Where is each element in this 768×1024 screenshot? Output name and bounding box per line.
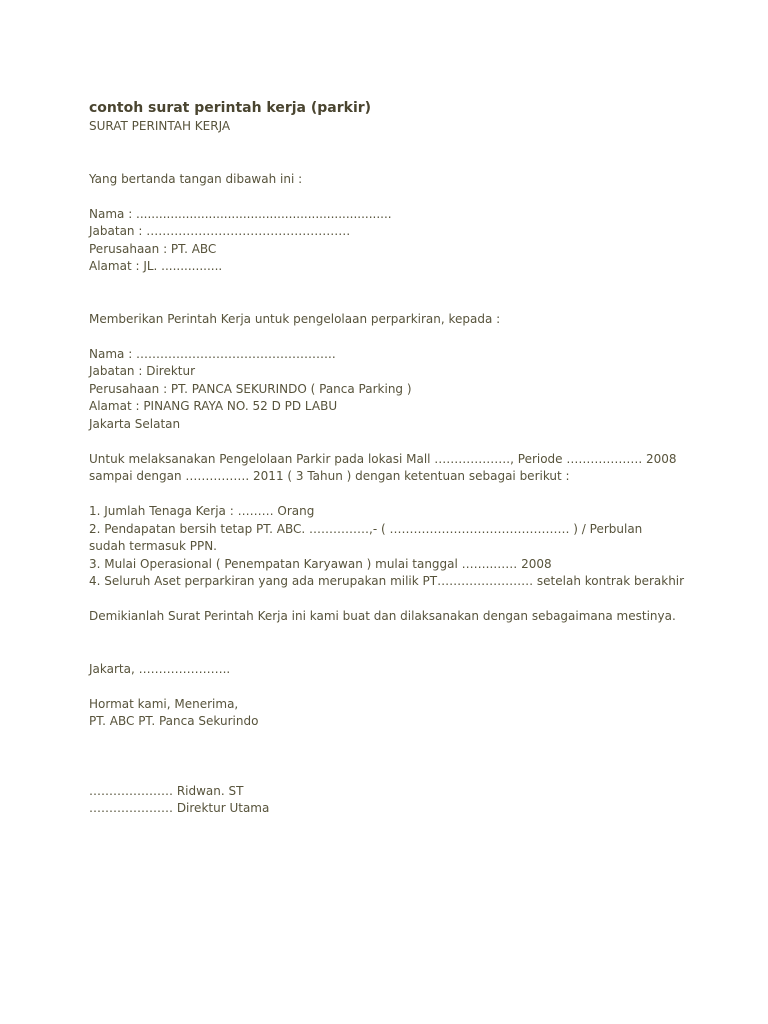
letter-heading: SURAT PERINTAH KERJA bbox=[89, 119, 231, 133]
recipient-company: Perusahaan : PT. PANCA SEKURINDO ( Panca Parking ) bbox=[89, 381, 412, 396]
spacer bbox=[89, 136, 689, 171]
signature-name: ………………… Ridwan. ST bbox=[89, 783, 244, 798]
signer-company: Perusahaan : PT. ABC bbox=[89, 241, 217, 256]
recipient-name: Nama : ………………………………………….. bbox=[89, 346, 336, 361]
recipient-block bbox=[89, 346, 689, 434]
signer-position: Jabatan : …………………………………………… bbox=[89, 224, 351, 238]
document-title: contoh surat perintah kerja (parkir) bbox=[89, 100, 372, 116]
spacer bbox=[89, 486, 689, 504]
signer-block bbox=[89, 206, 689, 276]
spacer bbox=[89, 591, 689, 609]
signer-address: Alamat : JL. ................ bbox=[89, 259, 223, 273]
companies-line: PT. ABC PT. Panca Sekurindo bbox=[89, 714, 259, 728]
place-date: Jakarta, ………………….. bbox=[89, 661, 231, 676]
terms-list bbox=[89, 503, 689, 591]
spacer bbox=[89, 678, 689, 696]
document-page bbox=[89, 98, 689, 818]
spacer bbox=[89, 731, 689, 783]
recipient-position: Jabatan : Direktur bbox=[89, 364, 196, 378]
intro-line: Yang bertanda tangan dibawah ini : bbox=[89, 171, 303, 186]
term-item: 3. Mulai Operasional ( Penempatan Karyawan ) mulai tanggal ……..…… 2008 bbox=[89, 556, 552, 571]
signer-name: Nama : ................................................................... bbox=[89, 206, 392, 221]
regards-line: Hormat kami, Menerima, bbox=[89, 696, 239, 711]
spacer bbox=[89, 328, 689, 346]
order-line: Memberikan Perintah Kerja untuk pengelolaan perparkiran, kepada : bbox=[89, 311, 501, 326]
spacer bbox=[89, 188, 689, 206]
term-item: 4. Seluruh Aset perparkiran yang ada merupakan milik PT…………………… setelah kontrak berakhir bbox=[89, 574, 685, 588]
scope-paragraph: Untuk melaksanakan Pengelolaan Parkir pada lokasi Mall ………………., Periode ………………. 2008 sampai dengan ……………. 2011 ( 3 Tahun ) dengan ketentuan sebagai berikut : bbox=[89, 451, 681, 483]
term-item: 2. Pendapatan bersih tetap PT. ABC. ……………,- ( ……………………………………… ) / Perbulan sudah termasuk PPN. bbox=[89, 521, 647, 553]
spacer bbox=[89, 626, 689, 661]
spacer bbox=[89, 433, 689, 451]
recipient-address: Alamat : PINANG RAYA NO. 52 D PD LABU bbox=[89, 399, 338, 413]
spacer bbox=[89, 276, 689, 311]
closing-paragraph: Demikianlah Surat Perintah Kerja ini kami buat dan dilaksanakan dengan sebagaimana mestinya. bbox=[89, 609, 676, 623]
recipient-city: Jakarta Selatan bbox=[89, 416, 181, 431]
signature-block bbox=[89, 783, 689, 818]
term-item: 1. Jumlah Tenaga Kerja : ……… Orang bbox=[89, 504, 315, 518]
signature-title: ………………… Direktur Utama bbox=[89, 801, 270, 815]
